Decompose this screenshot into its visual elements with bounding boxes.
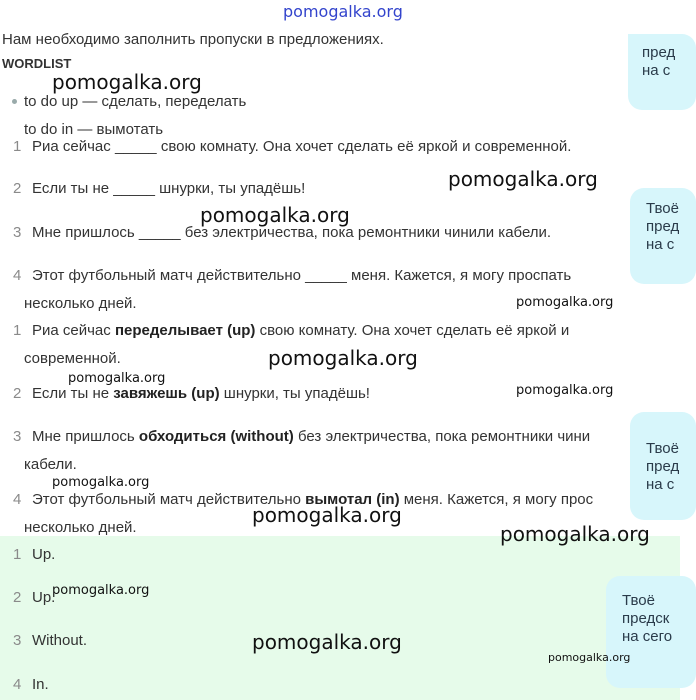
short-answer-number: 4 [13,676,22,693]
answer-number: 1 [13,322,22,339]
short-answer: Without. [32,632,88,649]
short-answer: In. [32,676,49,693]
promo-bubble-text: на с [646,476,675,493]
promo-bubble[interactable] [628,34,696,110]
answer-sentence: Этот футбольный матч действительно вымотал (in) меня. Кажется, я могу прос [32,491,594,508]
intro-text: Нам необходимо заполнить пропуски в предложениях. [2,31,384,48]
promo-bubble-text: на с [646,236,675,253]
answer-fill: завяжешь (up) [113,385,220,402]
watermark: pomogalka.org [52,583,150,598]
promo-bubble-text: Твоё [646,200,679,217]
wordlist-bullet [12,99,17,104]
watermark: pomogalka.org [68,371,166,386]
answer-number: 3 [13,428,22,445]
promo-bubble-text: на с [642,62,671,79]
answer-fill: обходиться (without) [138,428,294,445]
watermark: pomogalka.org [52,70,202,94]
answer-sentence-cont: современной. [24,350,121,367]
watermark: pomogalka.org [252,503,402,527]
watermark: pomogalka.org [516,383,614,398]
answer-sentence-cont: кабели. [24,456,77,473]
answer-number: 4 [13,491,22,508]
short-answers-block [0,536,680,700]
watermark: pomogalka.org [548,651,631,664]
answer-sentence-cont: несколько дней. [24,519,137,536]
exercise-sentence: Этот футбольный матч действительно _____ меня. Кажется, я могу проспать [32,267,572,284]
promo-bubble[interactable] [606,576,696,688]
exercise-sentence: Мне пришлось _____ без электричества, пока ремонтники чинили кабели. [32,224,552,241]
watermark: pomogalka.org [500,522,650,546]
answer-number: 2 [13,385,22,402]
promo-bubble-text: Твоё [646,440,679,457]
wordlist-item: to do in — вымотать [24,121,164,138]
watermark: pomogalka.org [200,203,350,227]
promo-bubble-text: предск [622,610,670,627]
watermark: pomogalka.org [52,475,150,490]
answer-fill: вымотал (in) [305,491,400,508]
answer-sentence: Если ты не завяжешь (up) шнурки, ты упадёшь! [32,385,370,402]
short-answer: Up. [32,546,56,563]
watermark: pomogalka.org [252,630,402,654]
header-watermark-link[interactable]: pomogalka.org [283,2,403,21]
exercise-sentence: Риа сейчас _____ свою комнату. Она хочет сделать её яркой и современной. [32,138,572,155]
exercise-number: 3 [13,224,22,241]
short-answer-number: 3 [13,632,22,649]
answer-sentence: Риа сейчас переделывает (up) свою комнату. Она хочет сделать её яркой и [32,322,570,339]
answer-fill: переделывает (up) [114,322,256,339]
promo-bubble[interactable] [630,412,696,520]
promo-bubble-text: Твоё [622,592,655,609]
short-answer-number: 2 [13,589,22,606]
watermark: pomogalka.org [516,295,614,310]
short-answer-number: 1 [13,546,22,563]
promo-bubble-text: на сего [622,628,673,645]
watermark: pomogalka.org [448,167,598,191]
short-answer: Up. [32,589,56,606]
exercise-number: 4 [13,267,22,284]
wordlist-item-clip [0,119,300,138]
answer-sentence: Мне пришлось обходиться (without) без электричества, пока ремонтники чини [32,428,591,445]
exercise-number: 1 [13,138,22,155]
exercise-sentence-cont: несколько дней. [24,295,137,312]
promo-bubble-text: пред [646,218,680,235]
wordlist-title: WORDLIST [2,56,72,71]
promo-bubble-text: пред [642,44,676,61]
exercise-number: 2 [13,180,22,197]
exercise-sentence: Если ты не _____ шнурки, ты упадёшь! [32,180,306,197]
promo-bubble-text: пред [646,458,680,475]
promo-bubble[interactable] [630,188,696,284]
watermark: pomogalka.org [268,346,418,370]
wordlist-item: to do up — сделать, переделать [24,93,247,110]
